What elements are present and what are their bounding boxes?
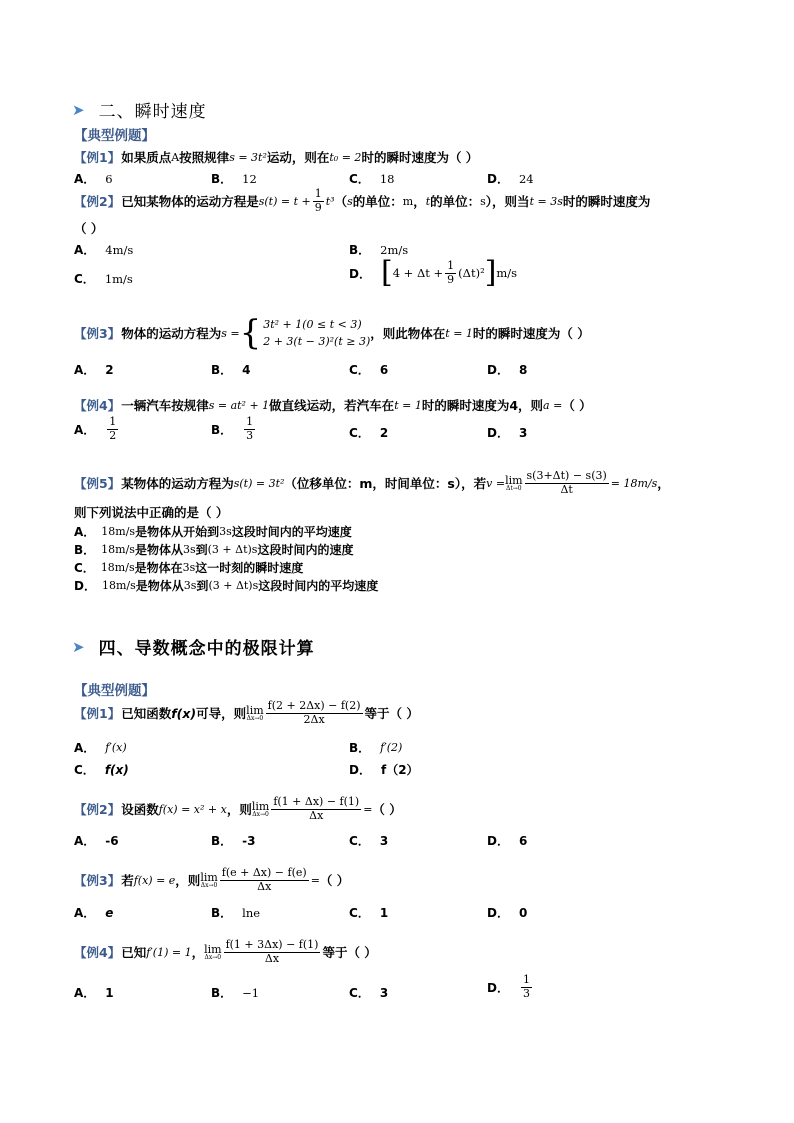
limit-operator: lim Δx→0 [200,870,218,889]
option-a: A． 2 [74,362,114,377]
example-1-question [74,148,478,166]
example-tag: 【例3】 [74,873,121,889]
limit-operator: lim Δx→0 [204,942,222,961]
example-tag: 【例4】 [74,398,121,413]
question-text: 若 [121,873,134,889]
question-text: ，则 [175,873,201,889]
example-tag: 【例2】 [74,194,121,210]
math-formula: s = 3t² [229,150,267,164]
question-text: 的单位： [352,194,403,210]
option-d: D． 8 [487,362,528,377]
option-d: D． $\frac{1}{3}$ [487,973,530,1000]
option-b: B． $\frac{1}{3}$ [211,415,254,442]
fraction: $\frac{s(3+\Delta t) - s(3)}{\Delta t}$ [526,469,607,496]
math-formula: = 18m/s [610,476,658,490]
math-formula: a = [543,398,563,412]
fraction: $\frac{f(e + \Delta x) - f(e)}{\Delta x}$ [221,866,307,893]
math-term: f(x) [171,705,197,721]
limit-operator: lim Δx→0 [251,799,270,818]
option-c: C． f(x) [74,762,129,777]
option-b: B． −1 [211,985,260,1000]
example-2-bracket [74,219,103,237]
question-text: 如果质点 [121,150,172,165]
option-a: A． e [74,905,114,920]
math-term: s [480,194,486,208]
fraction: $\frac{f(1 + \Delta x) - f(1)}{\Delta x}$ [273,795,360,822]
math-term: = [363,802,373,816]
math-term: m [402,194,414,208]
question-text: ， [657,476,670,492]
fraction: $\frac{f(2 + 2\Delta x) - f(2)}{2\Delta x}$ [267,699,361,726]
arrow-bullet-icon: ➤ [72,100,85,119]
example-1-question [74,700,419,726]
question-text: 按照规律 [179,150,230,165]
math-formula: t = 1 [445,326,473,340]
option-a: A． 6 [74,171,113,186]
example-tag: 【例2】 [74,802,121,818]
math-formula: t = 1 [394,398,422,412]
example-5-question [74,470,670,496]
fraction: $\frac{f(1 + 3\Delta x) - f(1)}{\Delta x}$ [225,938,319,965]
section-heading-instant-velocity [72,97,207,122]
option-d: D． 24 [487,171,534,186]
typical-examples-label: 【典型例题】 [74,128,155,144]
fraction: $\frac{1}{9}$ [447,258,455,286]
right-bracket-icon: ] [484,255,497,290]
option-d: D． 0 [487,905,528,920]
question-text: 运动，则在 [266,150,330,165]
option-d: D． f（2） [349,763,419,777]
option-c: C． 18 [349,171,395,186]
example-tag: 【例1】 [74,706,121,722]
math-formula: t³ [325,194,335,208]
question-text: 等于（ ） [322,945,377,961]
math-formula: s = at² + 1 [208,398,270,412]
example-tag: 【例3】 [74,326,121,342]
option-c: C． 18m/s 是物体在 3s 这一时刻的瞬时速度 [74,561,304,575]
math-term: = [310,873,320,887]
question-text: 一辆汽车按规律 [121,398,209,413]
answer-bracket: （ ） [74,221,104,236]
option-d: D． 3 [487,425,528,440]
question-text: （ [334,194,348,210]
math-formula: v = [486,476,506,490]
math-formula: f′(1) = 1 [146,945,192,959]
question-text: ，则此物体在 [370,326,446,342]
arrow-bullet-icon: ➤ [72,637,85,656]
question-text: 则下列说法中正确的是（ ） [74,505,229,520]
question-text: 物体的运动方程为 [121,326,222,342]
left-bracket-icon: [ [380,255,393,290]
question-text: 设函数 [121,802,159,818]
math-term: s [347,194,353,208]
question-text: 做直线运动，若汽车在 [269,398,395,413]
example-2-question [74,188,650,214]
math-formula: f(x) = x² + x [158,802,227,816]
option-b: B． -3 [211,833,256,848]
question-text: 时的瞬时速度为 [562,194,651,210]
limit-operator: lim Δt→0 [505,473,523,492]
example-2-question [74,796,402,822]
example-3-question [74,313,590,354]
option-a: A． 1 [74,985,114,1000]
option-b: B． 18m/s 是物体从 3s 到 (3 + Δt)s 这段时间内的速度 [74,543,354,557]
piecewise-function: { 3t² + 1(0 ≤ t < 3) 2 + 3(t − 3)²(t ≥ 3) [239,313,371,354]
option-c: C． 1 [349,905,389,920]
example-4-question [74,939,377,965]
question-text: 的单位： [430,194,481,210]
option-b: B． lne [211,905,261,920]
question-text: ），则当 [485,194,530,210]
option-c: C． 1m/s [74,271,133,286]
question-text: 时的瞬时速度为4，则 [421,398,544,413]
section-title: 四、导数概念中的极限计算 [98,639,315,659]
math-formula: t = 3s [529,194,563,208]
fraction: $\frac{1}{9}$ [314,187,322,214]
option-c: C． 6 [349,362,389,377]
question-text: ， [413,194,426,210]
option-b: B． 2m/s [349,242,409,257]
option-a: A． $\frac{1}{2}$ [74,415,117,442]
question-text: （ ） [562,398,592,413]
question-text: 已知函数 [121,706,172,722]
option-d: D． [ 4 + Δt + $\frac{1}{9}$ (Δt)² ] m/s [349,255,518,290]
question-text: 某物体的运动方程为 [121,476,234,492]
section-title: 二、瞬时速度 [98,102,207,122]
math-formula: f(x) = e [133,873,176,887]
example-tag: 【例1】 [74,150,121,165]
option-d: D． 6 [487,833,528,848]
math-formula: t₀ = 2 [329,150,362,164]
question-text: （ ） [372,802,402,818]
question-text: 时的瞬时速度为（ ） [361,150,479,165]
option-a: A． 18m/s 是物体从开始到 3s 这段时间内的平均速度 [74,525,352,539]
question-text: 等于（ ） [364,706,419,722]
section-heading-limit-calculation [72,634,315,659]
question-text: 可导，则 [196,706,247,722]
question-text: 已知某物体的运动方程是 [121,194,259,210]
option-a: A． 4m/s [74,242,134,257]
math-term: A [171,150,180,164]
limit-operator: lim Δx→0 [246,703,264,722]
question-text: （ ） [319,873,350,889]
math-term: t [425,194,431,208]
option-a: A． f′(x) [74,741,127,755]
option-b: B． f′(2) [349,741,403,755]
option-a: A． -6 [74,833,119,848]
option-c: C． 3 [349,833,389,848]
math-formula: s(t) = 3t² [233,476,285,490]
option-c: C． 3 [349,985,389,1000]
question-text: 已知 [121,945,147,961]
option-d: D． 18m/s 是物体从 3s 到 (3 + Δt)s 这段时间内的平均速度 [74,579,379,593]
option-b: B． 4 [211,362,251,377]
left-brace-icon: { [239,313,262,354]
example-3-question [74,867,349,893]
question-text: ， [191,945,205,961]
math-formula: s(t) = t + [258,194,311,208]
question-text: ，则 [226,802,252,818]
example-tag: 【例4】 [74,945,121,961]
question-text: （位移单位：m，时间单位：s），若 [284,476,487,492]
typical-examples-label: 【典型例题】 [74,683,155,699]
example-tag: 【例5】 [74,476,121,492]
option-c: C． 2 [349,425,389,440]
example-4-question [74,396,592,414]
example-5-prompt [74,503,228,521]
option-b: B． 12 [211,171,257,186]
question-text: 时的瞬时速度为（ ） [472,326,590,342]
math-formula: s = [221,326,240,340]
